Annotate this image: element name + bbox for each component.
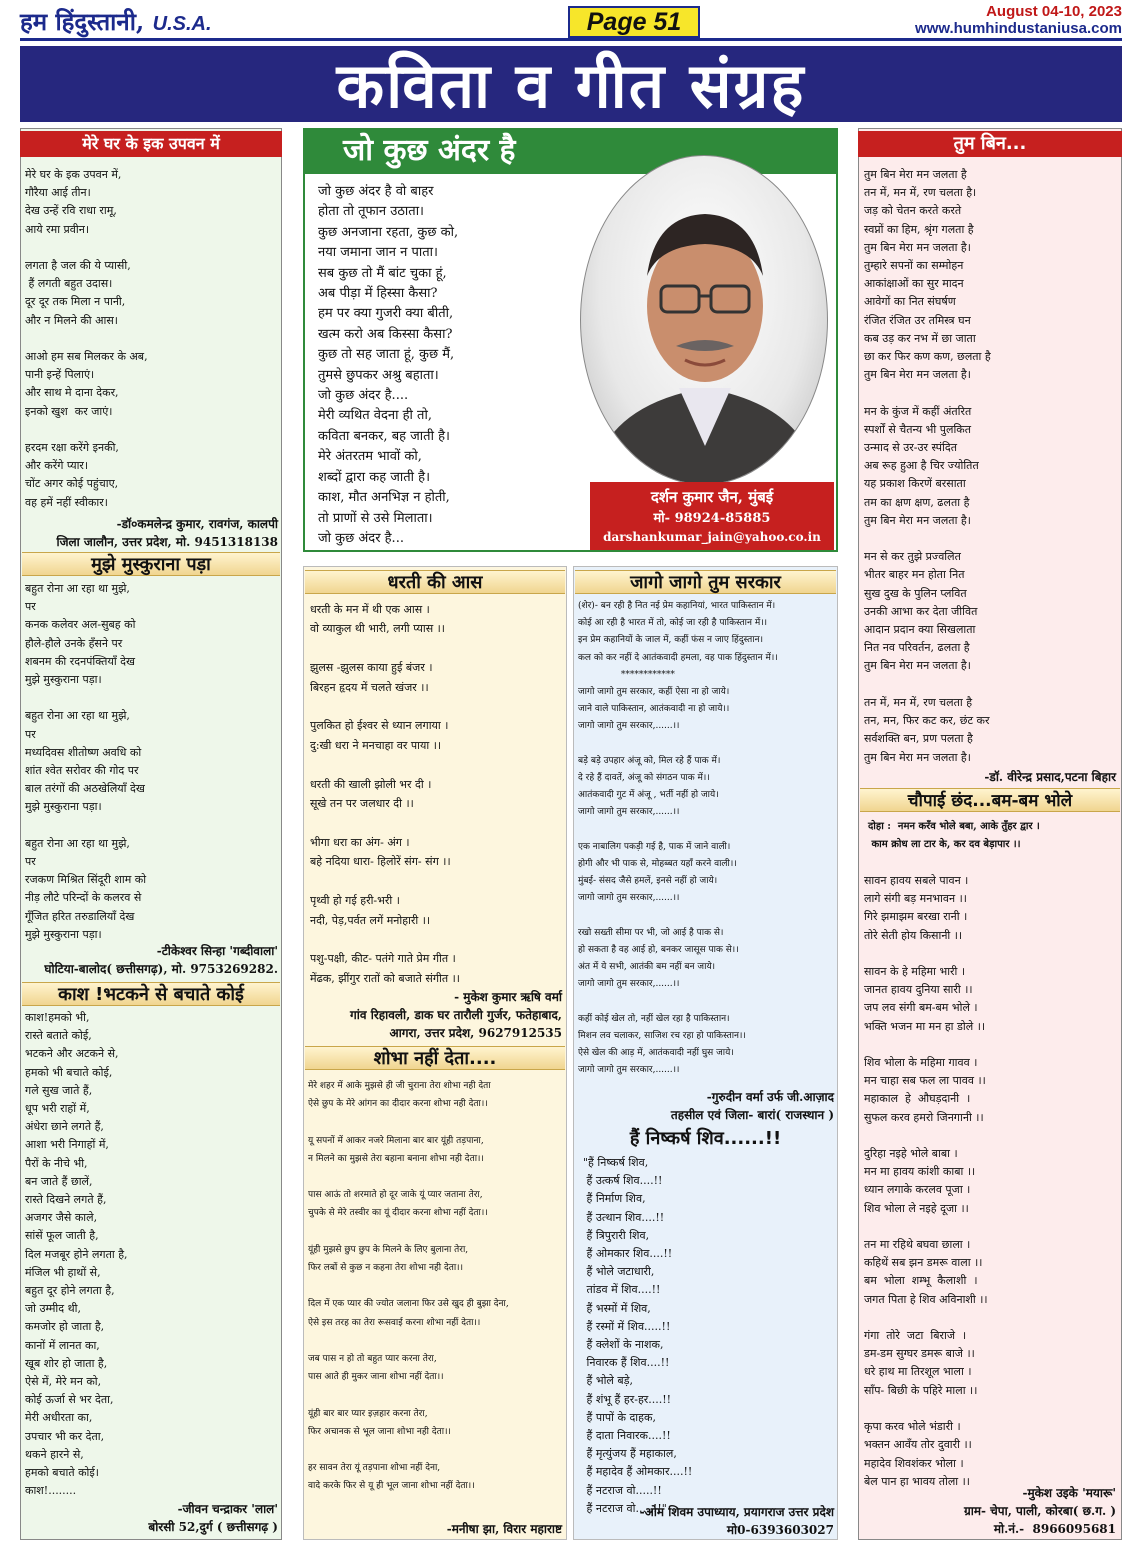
poem-text: मेरे शहर में आके मुझसे ही जी चुराना तेरा शोभा नही देता ऐसे छुप के मेरे आंगन का दीदार करना शोभा नही देता।। यू सपनों में आकर नजरे मिलाना बार बार यूंही तड़पाना, न मिलने का मुझसे तेरा बहाना बनाना शोभा नही देता।। पास आऊं तो शरमाते हो दूर जाके यूं प्यार जताना तेरा, चुपके से मेरे तस्वीर का यूं दीदार करना शोभा नहीं देता।। यूंही मुझसे छुप छुप के मिलने के लिए बुलाना तेरा, फिर लबों से कुछ न कहना तेरा शोभा नही देता।। दिल में एक प्यार की ज्योत जलाना फिर उसे खुद ही बुझा देना, ऐसे इस तरह का तेरा रूसवाई करना शोभा नहीं देता।। जब पास न हो तो बहुत प्यार करना तेरा, पास आते ही मुकर जाना शोभा नहीं देता।। यूंही बार बार प्यार इज़हार करना तेरा, फिर अचानक से भूल जाना शोभा नही देता।। हर सावन तेरा यूं तड़पाना शोभा नहीं देना, वादे करके फिर से यू ही भूल जाना शोभा नहीं देता।। <box>308 1081 509 1492</box>
poem-title: जागो जागो तुम सरकार <box>575 570 836 594</box>
poem-title: धरती की आस <box>305 570 565 594</box>
poem-title: तुम बिन... <box>858 131 1122 157</box>
poem-author: -मुकेश उइके 'मयारू' ग्राम- चेपा, पाली, कोरबा( छ.ग. ) मो.नं.- 8966095681 <box>963 1486 1116 1536</box>
poet-portrait-icon <box>581 156 828 485</box>
poem-text: तुम बिन मेरा मन जलता है तन में, मन में, रण चलता है। जड़ को चेतन करते करते स्वप्नों का हिम, श्रृंग गलता है तुम बिन मेरा मन जलता है। तुम्हारे सपनों का सम्मोहन आकांक्षाओं का सुर मादन आवेगों का नित संघर्षण रंजित रंजित उर तमिस्त्र घन कब उड़ कर नभ में छा जाता छा कर फिर कण कण, छलता है तुम बिन मेरा मन जलता है। मन के कुंज में कहीं अंतरित स्पर्शों से चैतन्य भी पुलकित उन्माद से उर-उर स्पंदित अब रूह हुआ है चिर ज्योतित यह प्रकाश किरणें बरसाता तम का क्षण क्षण, ढलता है तुम बिन मेरा मन जलता है। मन से कर तुझे प्रज्वलित भीतर बाहर मन होता नित सुख दुख के पुलिन प्लवित उनकी आभा कर देता जीवित आदान प्रदान क्या सिखलाता नित नव परिवर्तन, ढलता है तुम बिन मेरा मन जलता है। तन में, मन में, रण चलता है तन, मन, फिर कट कर, छंट कर सर्वशक्ति बन, प्रण पलता है तुम बिन मेरा मन जलता है। <box>864 168 991 764</box>
poem-text: काश!हमको भी, रास्ते बताते कोई, भटकने और अटकने से, हमको भी बचाते कोई, गले सुख जाते हैं, धूप भरी राहों में, अंधेरा छाने लगते हैं, आशा भरी निगाहों में, पैरों के नीचे भी, बन जाते हैं छालें, रास्ते दिखने लगते हैं, अजगर जैसे काले, सांसें फूल जाती है, दिल मजबूर होने लगता है, मंजिल भी हाथों से, बहुत दूर होने लगता है, जो उम्मीद थी, कमजोर हो जाता है, कानों में लानत का, खूब शोर हो जाता है, ऐसे में, मेरे मन को, कोई ऊर्जा से भर देता, मेरी अधीरता का, उपचार भी कर देता, थकने हारने से, हमको बचाते कोई। काश!........ <box>25 1011 128 1498</box>
poem-author: - मुकेश कुमार ऋषि वर्मा गांव रिहावली, डाक घर तारौली गुर्जर, फतेहाबाद, आगरा, उत्तर प्रदेश, 9627912535 <box>350 990 562 1040</box>
poem-title: हैं निष्कर्ष शिव......!! <box>629 1128 782 1149</box>
poem-title: काश !भटकने से बचाते कोई <box>22 982 280 1006</box>
paper-name-text: हम हिंदुस्तानी, <box>20 7 145 36</box>
paper-region: U.S.A. <box>152 13 212 35</box>
poem-author: -डॉ०कमलेन्द्र कुमार, रावगंज, कालपी जिला जालौन, उत्तर प्रदेश, मो. 9451318138 <box>56 517 278 549</box>
header-rule <box>20 38 1122 41</box>
poet-credit <box>590 482 834 550</box>
poem-author: -डॉ. वीरेन्द्र प्रसाद,पटना बिहार <box>984 770 1116 784</box>
poem-author: -गुरुदीन वर्मा उर्फ जी.आज़ाद तहसील एवं जिला- बारां( राजस्थान ) <box>670 1090 834 1122</box>
issue-date: August 04-10, 2023 <box>986 3 1122 20</box>
feature-poem: जो कुछ अंदर है वो बाहर होता तो तूफान उठाता। कुछ अनजाना रहता, कुछ को, नया जमाना जान न पाता। सब कुछ तो मैं बांट चुका हूं, अब पीड़ा में हिस्सा कैसा? हम पर क्या गुजरी क्या बीती, खत्म करो अब किस्सा कैसा? कुछ तो सह जाता हूं, कुछ मैं, तुमसे छुपकर अश्रु बहाता। जो कुछ अंदर है.... मेरी व्यथित वेदना ही तो, कविता बनकर, बह जाती है। मेरे अंतरतम भावों को, शब्दों द्वारा कह जाती है। काश, मौत अनभिज्ञ न होती, तो प्राणों से उसे मिलाता। जो कुछ अंदर है... <box>318 184 459 546</box>
section-banner <box>20 46 1122 122</box>
poem-text: (शेर)- बन रही है नित नई प्रेम कहानियां, भारत पाकिस्तान में। कोई आ रही है भारत में तो, कोई जा रही है पाकिस्तान में।। इन प्रेम कहानियों के जाल में, कहीं फंस न जाए हिंदुस्तान। कल को कर नहीं दे आतंकवादी हमला, वह पाक हिंदुस्तान में।। ************ जागो जागो तुम सरकार, कहीं ऐसा ना हो जाये। जाने वाले पाकिस्तान, आतंकवादी ना हो जाये।। जागो जागो तुम सरकार,......।। बड़े बड़े उपहार अंजू को, मिल रहे हैं पाक में। दे रहे हैं दावतें, अंजू को संगठन पाक में।। आतंकवादी गुट में अंजू , भर्ती नहीं हो जाये। जागो जागो तुम सरकार,......।। एक नाबालिग पकड़ी गई है, पाक में जाने वाली। होगी और भी पाक से, मोहब्बत यहाँ करने वाली।। मुंबई- संसद जैसे हमलें, इनसे नहीं हो जाये। जागो जागो तुम सरकार,......।। रखो सख्ती सीमा पर भी, जो आई है पाक से। हो सकता है वह आई हो, बनकर जासूस पाक से।। अंत में ये सभी, आतंकी बम नहीं बन जाये। जागो जागो तुम सरकार,......।। कहीं कोई खेल तो, नहीं खेल रहा है पाकिस्तान। मिशन लव चलाकर, साजिश रच रहा हो पाकिस्तान।। ऐसे खेल की आड़ में, आतंकवादी नहीं घुस जाये। जागो जागो तुम सरकार,......।। <box>578 601 778 1076</box>
poet-mobile: मो- 98924-85885 <box>653 511 771 526</box>
poem-author: -टीकेश्वर सिन्हा 'गब्दीवाला' घोटिया-बालोद( छत्तीसगढ़), मो. 9753269282. <box>44 944 278 976</box>
poem-author: -जीवन चन्द्राकर 'लाल' बोरसी 52,दुर्ग ( छत्तीसगढ़ ) <box>148 1502 278 1534</box>
poet-name: दर्शन कुमार जैन, मुंबई <box>650 488 774 506</box>
poem-text: मेरे घर के इक उपवन में, गौरैया आई तीन। देख उन्हें रवि राधा रामू, आये रमा प्रवीन। लगता है जल की ये प्यासी, हैं लगती बहुत उदास। दूर दूर तक मिला न पानी, और न मिलने की आस। आओ हम सब मिलकर के अब, पानी इन्हें पिलाएं। और साथ मे दाना देकर, इनको खुश कर जाएं। हरदम रक्षा करेंगे इनकी, और करेंगे प्यार। चोंट अगर कोई पहुंचाए, वह हमें नहीं स्वीकार। <box>25 168 148 509</box>
website-link[interactable]: www.humhindustaniusa.com <box>915 20 1122 37</box>
poem-text: "हैं निष्कर्ष शिव, हैं उत्कर्ष शिव....!! हैं निर्माण शिव, हैं उत्थान शिव....!! हैं त्रिपुरारी शिव, हैं ओमकार शिव....!! हैं भोले जटाधारी, तांडव में शिव....!! हैं भस्मों में शिव, हैं रस्मों में शिव.....!! हैं क्लेशों के नाशक, निवारक हैं शिव....!! हैं भोले बड़े, हैं शंभू हैं हर-हर....!! हैं पापों के दाहक, हैं दाता निवारक....!! हैं मृत्युंजय हैं महाकाल, हैं महादेव हैं ओमकार....!! हैं नटराज वो.....!! हैं नटराज वो.....!!" <box>583 1156 693 1515</box>
poem-title: चौपाई छंद...बम-बम भोले <box>860 788 1120 812</box>
banner-title: कविता व गीत संग्रह <box>336 49 806 122</box>
poet-photo <box>580 155 828 485</box>
poem-title: शोभा नहीं देता.... <box>305 1046 565 1070</box>
poem-text: बहुत रोना आ रहा था मुझे, पर कनक कलेवर अल-सुबह को हौले-हौले उनके हँसने पर शबनम की रदनपंक्तियाँ देख मुझे मुस्कुराना पड़ा। बहुत रोना आ रहा था मुझे, पर मध्यदिवस शीतोष्ण अवधि को शांत श्वेत सरोवर की गोद पर बाल तरंगों की अठखेलियाँ देख मुझे मुस्कुराना पड़ा। बहुत रोना आ रहा था मुझे, पर रजकण मिश्रित सिंदूरी शाम को नीड़ लौटे परिन्दों के कलरव से गूँजित हरित तरुडालियाँ देख मुझे मुस्कुराना पड़ा। <box>25 582 147 941</box>
poem-text: धरती के मन में थी एक आस । वो व्याकुल थी भारी, लगी प्यास ।। झुलस -झुलस काया हुई बंजर । बिरहन हृदय में चलते खंजर ।। पुलकित हो ईश्वर से ध्यान लगाया । दु:खी धरा ने मनचाहा वर पाया ।। धरती की खाली झोली भर दी । सूखे तन पर जलधार दी ।। भीगा धरा का अंग- अंग । बहे नदिया धारा- हिलोरें संग- संग ।। पृथ्वी हो गई हरी-भरी । नदी, पेड़,पर्वत लगें मनोहारी ।। पशु-पक्षी, कीट- पतंगे गाते प्रेम गीत । मेंढक, झींगुर रातों को बजाते संगीत ।। <box>310 603 460 985</box>
feature-title: जो कुछ अंदर है <box>303 128 838 174</box>
poem-author: -ओम शिवम उपाध्याय, प्रयागराज उत्तर प्रदेश मो0-6393603027 <box>639 1505 834 1537</box>
poem-text: सावन हावय सबले पावन । लागे संगी बड़ मनभावन ।। गिरे झमाझम बरखा रानी । तोरे सेती होय किसानी ।। सावन के हे महिमा भारी । जानत हावय दुनिया सारी ।। जप लव संगी बम-बम भोले । भक्ति भजन मा मन हा डोले ।। शिव भोला के महिमा गावव । मन चाहा सब फल ला पावव ।। महाकाल हे औघड़दानी । सुफल करव हमरो जिनगानी ।। दुरिहा नइहे भोले बाबा । मन मा हावय कांशी काबा ।। ध्यान लगाके करलव पूजा । शिव भोला ले नइहे दूजा ।। तन मा रहिथे बघवा छाला । कहिथें सब झन डमरू वाला ।। बम भोला शम्भू कैलाशी । जगत पिता हे शिव अविनाशी ।। गंगा तोरे जटा बिराजे । डम-डम सुग्घर डमरू बाजे ।। धरे हाथ मा तिरशूल भाला । साँप- बिछी के पहिरे माला ।। कृपा करव भोले भंडारी । भक्तन आवँय तोर दुवारी ।। महादेव शिवशंकर भोला । बेल पान हा भावय तोला ।। <box>864 874 988 1488</box>
poem-title: मेरे घर के इक उपवन में <box>20 131 282 157</box>
poem-author: -मनीषा झा, विरार महाराष्ट <box>446 1522 562 1536</box>
poem-title: मुझे मुस्कुराना पड़ा <box>22 552 280 576</box>
poem-doha: दोहा : नमन करँव भोले बबा, आके तुँहर द्वार । काम क्रोध ला टार के, कर दव बेड़ापार ।। <box>868 821 1040 851</box>
paper-name <box>20 6 575 38</box>
poet-email[interactable]: darshankumar_jain@yahoo.co.in <box>603 530 821 544</box>
page-number: Page 51 <box>568 6 700 38</box>
